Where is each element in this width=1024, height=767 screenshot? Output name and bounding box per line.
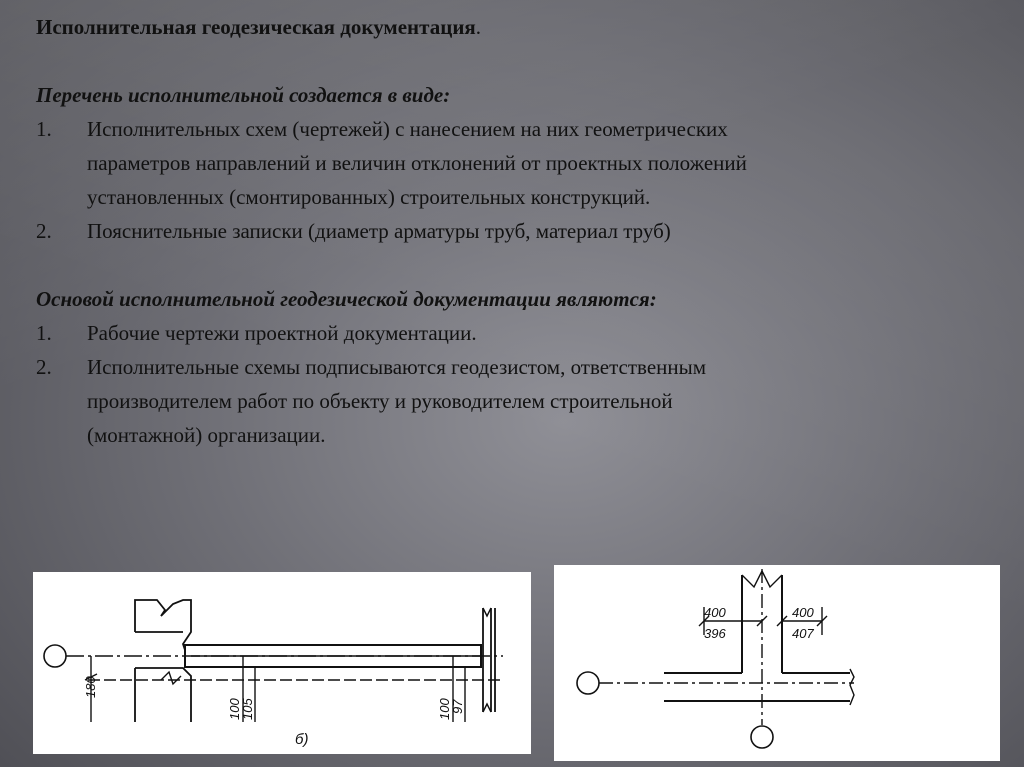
dim-180: 180 [83, 676, 98, 698]
drawing-beam-scheme [33, 572, 531, 754]
slide-text-block [36, 10, 996, 452]
dim-105: 105 [240, 698, 255, 720]
dim-97: 97 [450, 699, 465, 714]
dim-top-left: 400 [704, 605, 726, 620]
dim-bottom-left: 396 [704, 626, 726, 641]
dim-100-b: 100 [437, 698, 452, 720]
figure-caption: б) [295, 731, 309, 748]
beam-scheme-svg [33, 572, 531, 754]
drawing-column-scheme [554, 565, 1000, 761]
list-item: 2. Исполнительные схемы подписываются геодезистом, ответственным производителем работ по объекту и руководителем строительной (монтажной) организации. [36, 355, 707, 447]
dim-bottom-right: 407 [792, 626, 814, 641]
list-item: 2. Пояснительные записки (диаметр арматуры труб, материал труб) [36, 219, 671, 243]
list-item: 1. Рабочие чертежи проектной документации. [36, 321, 477, 345]
dim-top-right: 400 [792, 605, 814, 620]
column-scheme-svg [554, 565, 1000, 761]
section1-heading: Перечень исполнительной создается в виде: [36, 83, 451, 107]
dim-100-a: 100 [227, 698, 242, 720]
slide-title: Исполнительная геодезическая документация. [36, 15, 482, 39]
list-item: 1. Исполнительных схем (чертежей) с нанесением на них геометрических параметров направлений и величин отклонений от проектных положений установленных (смонтированных) строительных конструкций. [36, 117, 747, 209]
section2-heading: Основой исполнительной геодезической документации являются: [36, 287, 657, 311]
